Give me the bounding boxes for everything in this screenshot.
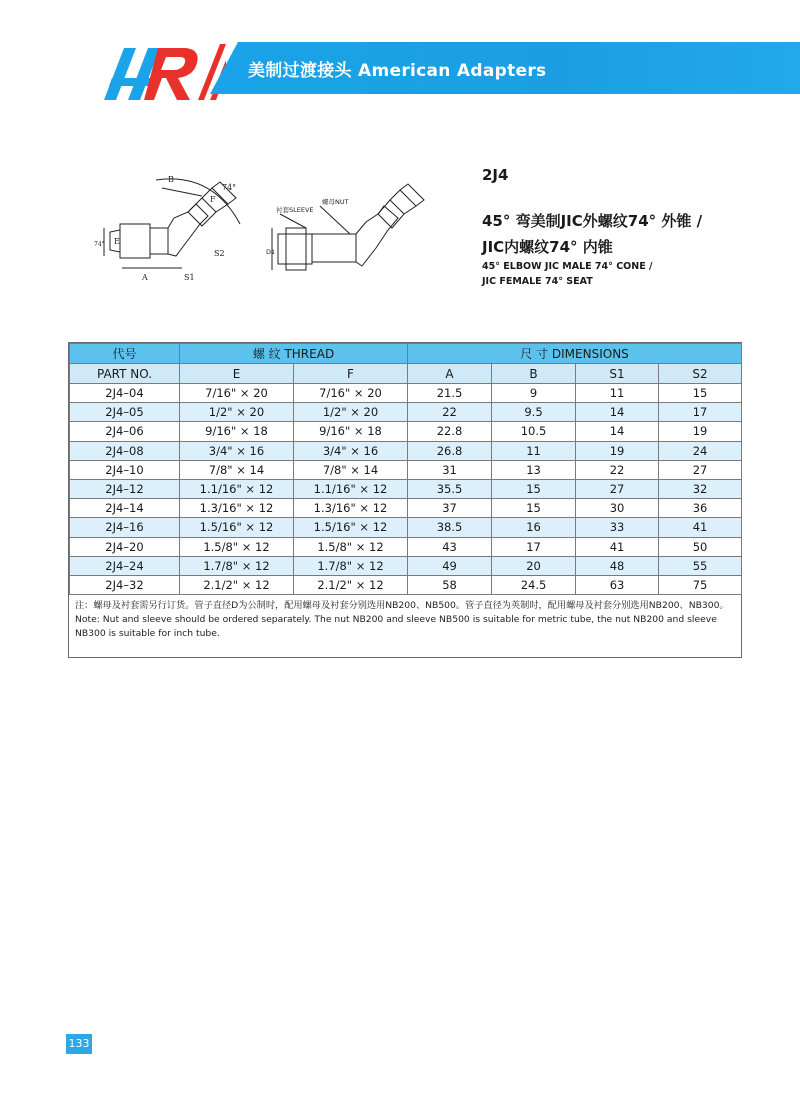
cell-f: 1.3/16" × 12 <box>294 499 408 518</box>
cell-a: 43 <box>408 537 492 556</box>
cell-a: 37 <box>408 499 492 518</box>
label-s2: S2 <box>214 249 225 258</box>
header-title: 美制过渡接头 American Adapters <box>248 61 547 81</box>
table-row <box>70 422 742 441</box>
cell-part-no: 2J4–12 <box>70 479 180 498</box>
cell-e: 1/2" × 20 <box>180 403 294 422</box>
cell-a: 21.5 <box>408 384 492 403</box>
cell-s2: 41 <box>659 518 742 537</box>
cell-e: 1.7/8" × 12 <box>180 556 294 575</box>
header-col-s2: S2 <box>659 364 742 384</box>
table-row <box>70 384 742 403</box>
header-part-en: PART NO. <box>70 364 180 384</box>
fitting-drawing-dimensioned <box>92 168 250 290</box>
header-col-a: A <box>408 364 492 384</box>
cell-s1: 14 <box>576 403 659 422</box>
header-col-s1: S1 <box>576 364 659 384</box>
cell-a: 22.8 <box>408 422 492 441</box>
label-nut: 螺母NUT <box>322 198 349 206</box>
cell-s2: 32 <box>659 479 742 498</box>
header-part-cn: 代号 <box>70 344 180 364</box>
header-col-e: E <box>180 364 294 384</box>
cell-f: 7/16" × 20 <box>294 384 408 403</box>
product-model: 2J4 <box>482 166 509 184</box>
label-sleeve: 衬套SLEEVE <box>276 206 314 214</box>
header-thread: 螺 纹 THREAD <box>180 344 408 364</box>
label-f: F <box>210 195 216 204</box>
cell-b: 13 <box>492 460 576 479</box>
cell-s2: 19 <box>659 422 742 441</box>
cell-s1: 27 <box>576 479 659 498</box>
label-d1: D1 <box>266 248 276 256</box>
cell-s2: 27 <box>659 460 742 479</box>
cell-f: 2.1/2" × 12 <box>294 575 408 594</box>
cell-b: 11 <box>492 441 576 460</box>
cell-s1: 14 <box>576 422 659 441</box>
product-title-en-line1: 45° ELBOW JIC MALE 74° CONE / <box>482 261 653 272</box>
cell-s1: 19 <box>576 441 659 460</box>
product-title-cn <box>482 208 782 260</box>
table-row <box>70 479 742 498</box>
fitting-drawing-assembly <box>266 178 446 290</box>
product-title-en <box>482 259 782 289</box>
table-row <box>70 556 742 575</box>
cell-f: 9/16" × 18 <box>294 422 408 441</box>
cell-part-no: 2J4–10 <box>70 460 180 479</box>
cell-part-no: 2J4–06 <box>70 422 180 441</box>
cell-b: 15 <box>492 499 576 518</box>
header-dimensions: 尺 寸 DIMENSIONS <box>408 344 742 364</box>
cell-e: 7/8" × 14 <box>180 460 294 479</box>
product-title-en-line2: JIC FEMALE 74° SEAT <box>482 276 593 287</box>
cell-a: 49 <box>408 556 492 575</box>
cell-b: 24.5 <box>492 575 576 594</box>
cell-b: 15 <box>492 479 576 498</box>
cell-s1: 33 <box>576 518 659 537</box>
cell-f: 1.5/8" × 12 <box>294 537 408 556</box>
table-note: 注：螺母及衬套需另行订货。管子直径D为公制时，配用螺母及衬套分别选用NB200、NB500。管子直径为英制时，配用螺母及衬套分别选用NB200、NB300。 Note: Nut and sleeve should be ordered separately. The nut NB200 and sleeve NB500 is suitable for metric tube, the nut NB200 and sleeve NB300 is suitable for inch tube. <box>75 600 729 640</box>
company-logo <box>86 38 226 108</box>
cell-f: 1.7/8" × 12 <box>294 556 408 575</box>
cell-s1: 22 <box>576 460 659 479</box>
label-b: B <box>168 175 174 184</box>
cell-e: 1.5/8" × 12 <box>180 537 294 556</box>
cell-a: 38.5 <box>408 518 492 537</box>
cell-b: 9 <box>492 384 576 403</box>
cell-b: 16 <box>492 518 576 537</box>
table-row <box>70 575 742 594</box>
cell-s2: 55 <box>659 556 742 575</box>
cell-part-no: 2J4–32 <box>70 575 180 594</box>
table-row <box>70 441 742 460</box>
label-angle-left: 74° <box>94 241 105 248</box>
cell-f: 1.5/16" × 12 <box>294 518 408 537</box>
cell-s1: 30 <box>576 499 659 518</box>
cell-e: 2.1/2" × 12 <box>180 575 294 594</box>
table-row <box>70 537 742 556</box>
cell-a: 22 <box>408 403 492 422</box>
cell-s1: 48 <box>576 556 659 575</box>
header-col-b: B <box>492 364 576 384</box>
cell-s2: 15 <box>659 384 742 403</box>
cell-part-no: 2J4–05 <box>70 403 180 422</box>
label-s1: S1 <box>184 273 195 282</box>
cell-part-no: 2J4–04 <box>70 384 180 403</box>
cell-part-no: 2J4–14 <box>70 499 180 518</box>
table-row <box>70 518 742 537</box>
product-title-cn-line2: JIC内螺纹74° 内锥 <box>482 238 613 256</box>
cell-b: 20 <box>492 556 576 575</box>
cell-e: 1.5/16" × 12 <box>180 518 294 537</box>
table-row <box>70 499 742 518</box>
cell-e: 7/16" × 20 <box>180 384 294 403</box>
dimensions-table-container <box>68 342 742 658</box>
cell-f: 1/2" × 20 <box>294 403 408 422</box>
cell-f: 3/4" × 16 <box>294 441 408 460</box>
cell-s2: 36 <box>659 499 742 518</box>
table-row <box>70 460 742 479</box>
table-row <box>70 403 742 422</box>
cell-s1: 11 <box>576 384 659 403</box>
cell-e: 1.3/16" × 12 <box>180 499 294 518</box>
cell-b: 9.5 <box>492 403 576 422</box>
cell-a: 26.8 <box>408 441 492 460</box>
cell-b: 17 <box>492 537 576 556</box>
cell-e: 9/16" × 18 <box>180 422 294 441</box>
cell-s2: 24 <box>659 441 742 460</box>
cell-part-no: 2J4–08 <box>70 441 180 460</box>
cell-f: 7/8" × 14 <box>294 460 408 479</box>
label-angle-top: 74° <box>222 183 237 192</box>
header-col-f: F <box>294 364 408 384</box>
cell-f: 1.1/16" × 12 <box>294 479 408 498</box>
dimensions-table <box>69 343 742 595</box>
cell-part-no: 2J4–20 <box>70 537 180 556</box>
cell-s1: 63 <box>576 575 659 594</box>
cell-b: 10.5 <box>492 422 576 441</box>
cell-s2: 75 <box>659 575 742 594</box>
cell-a: 35.5 <box>408 479 492 498</box>
cell-part-no: 2J4–16 <box>70 518 180 537</box>
product-title-cn-line1: 45° 弯美制JIC外螺纹74° 外锥 / <box>482 212 703 230</box>
label-e: E <box>114 237 120 246</box>
cell-s2: 50 <box>659 537 742 556</box>
cell-a: 58 <box>408 575 492 594</box>
cell-e: 3/4" × 16 <box>180 441 294 460</box>
label-a: A <box>142 273 148 282</box>
cell-a: 31 <box>408 460 492 479</box>
page-number: 133 <box>66 1034 92 1054</box>
cell-s2: 17 <box>659 403 742 422</box>
cell-e: 1.1/16" × 12 <box>180 479 294 498</box>
cell-s1: 41 <box>576 537 659 556</box>
cell-part-no: 2J4–24 <box>70 556 180 575</box>
